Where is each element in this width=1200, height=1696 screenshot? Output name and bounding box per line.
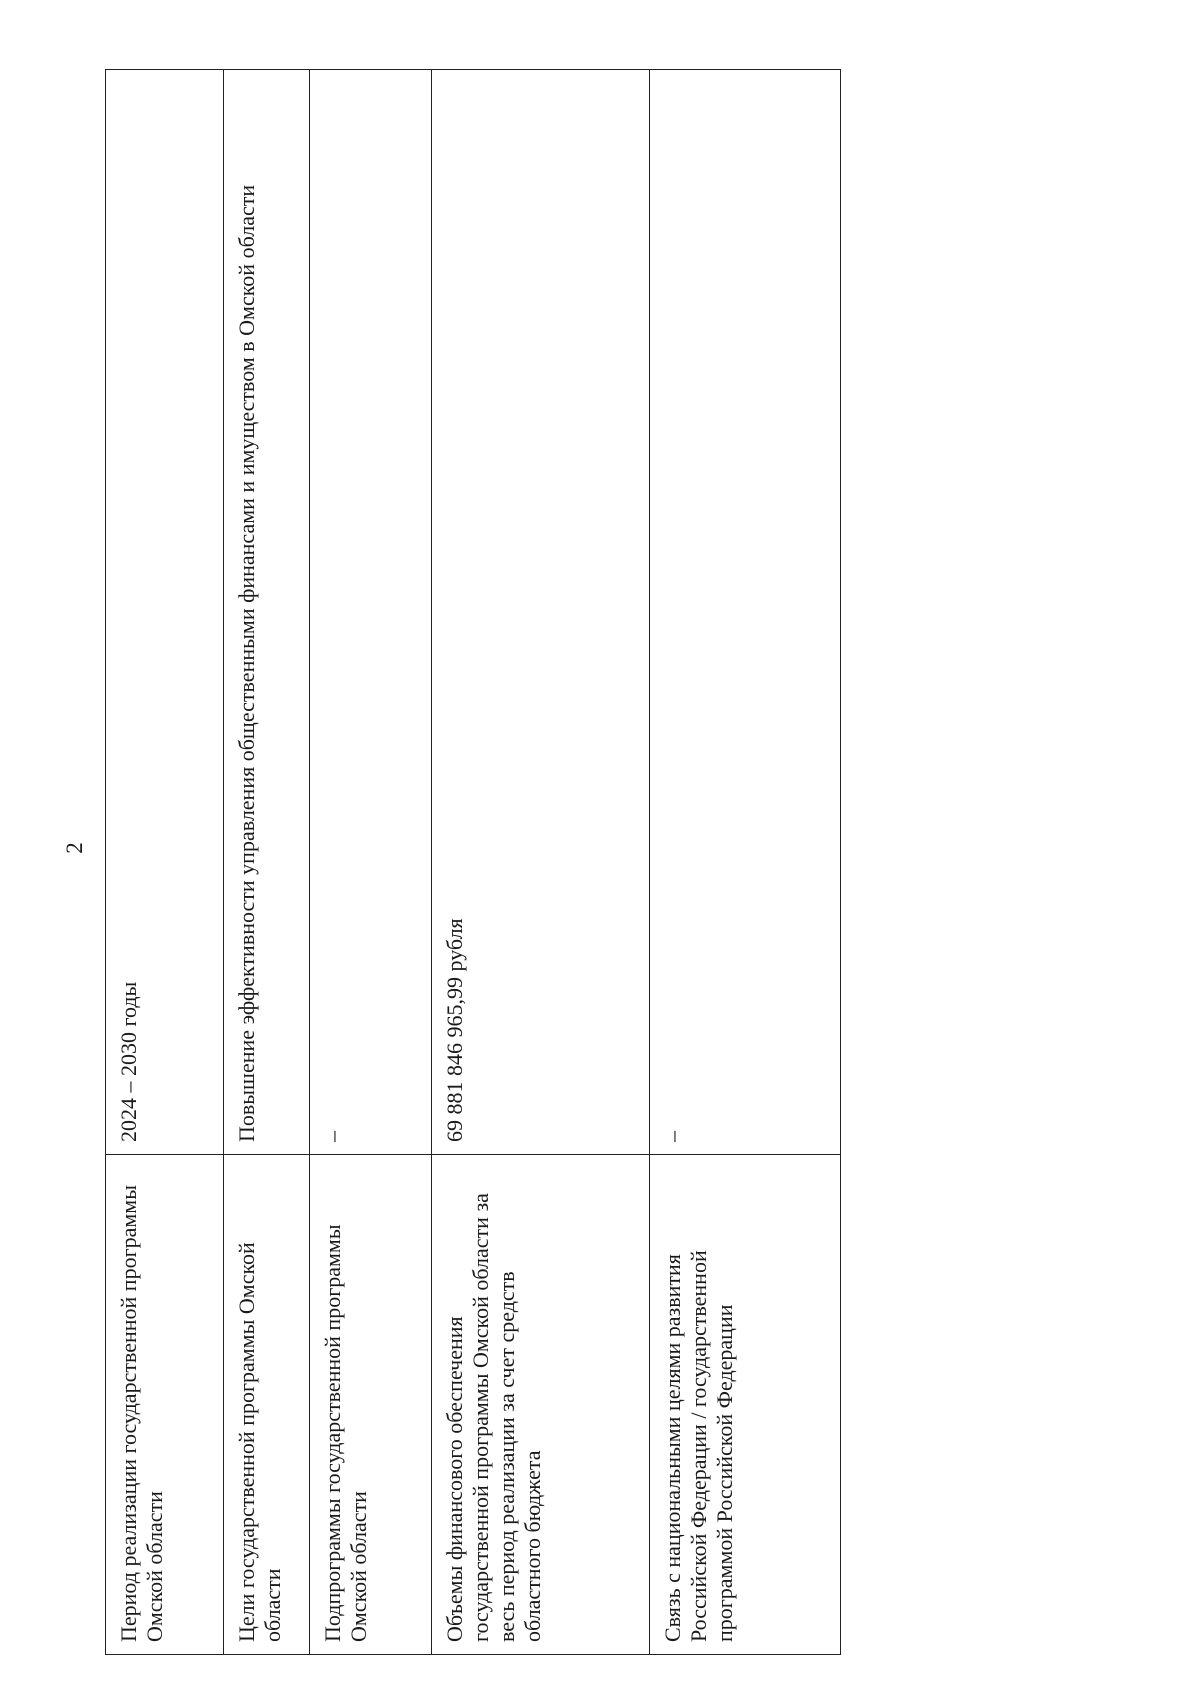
row-value-subprograms: – [310,70,432,1155]
row-value-national-goals: – [650,70,841,1155]
table-row-funding [432,70,650,1655]
table-row-subprograms [310,70,432,1655]
table-row-period [106,70,224,1655]
program-passport-table [105,69,841,1655]
row-label-national-goals: Связь с национальными целями развития Российской Федерации / государственной программой Российской Федерации [650,1155,841,1655]
table-row-goals [224,70,310,1655]
table-row-national-goals [650,70,841,1655]
rotated-table-frame [105,70,840,1655]
row-value-period: 2024 – 2030 годы [106,70,224,1155]
row-label-funding: Объемы финансового обеспечения государственной программы Омской области за весь период реализации за счет средств областного бюджета [432,1155,650,1655]
row-value-funding: 69 881 846 965,99 рубля [432,70,650,1155]
row-label-goals: Цели государственной программы Омской области [224,1155,310,1655]
row-value-goals: Повышение эффективности управления общественными финансами и имуществом в Омской области [224,70,310,1155]
passport-table-container [105,70,840,1655]
page-number: 2 [62,842,87,854]
row-label-subprograms: Подпрограммы государственной программы Омской области [310,1155,432,1655]
row-label-period: Период реализации государственной программы Омской области [106,1155,224,1655]
